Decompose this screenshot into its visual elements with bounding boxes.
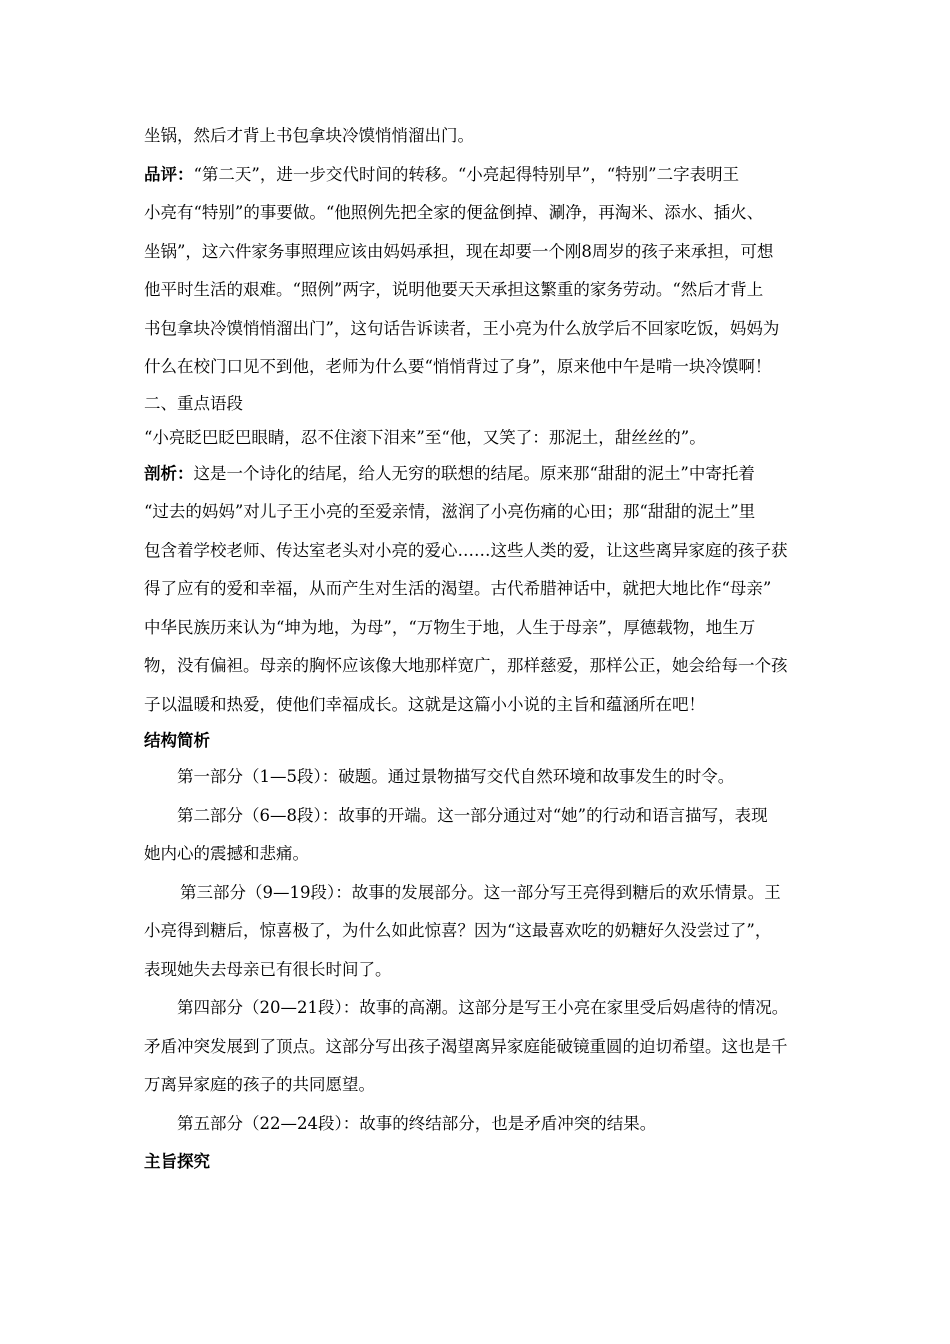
comment-line: 小亮有“特别”的事要做。“他照例先把全家的便盆倒掉、涮净，再淘米、添水、插火、 <box>144 203 764 222</box>
analysis-line: 剖析：这是一个诗化的结尾，给人无穷的联想的结尾。原来那“甜甜的泥土”中寄托着 <box>144 463 755 483</box>
section-title: 二、重点语段 <box>144 393 243 413</box>
comment-line: 品评：“第二天”，进一步交代时间的转移。“小亮起得特别早”，“特别”二字表明王 <box>144 164 740 184</box>
structure-part-3-cont: 小亮得到糖后，惊喜极了，为什么如此惊喜？因为“这最喜欢吃的奶糖好久没尝过了”， <box>144 921 772 940</box>
analysis-line: “过去的妈妈”对儿子王小亮的至爱亲情，滋润了小亮伤痛的心田；那“甜甜的泥土”里 <box>144 502 756 521</box>
analysis-line: 得了应有的爱和幸福，从而产生对生活的渴望。古代希腊神话中，就把大地比作“母亲” <box>144 579 772 598</box>
structure-part-3: 第三部分（9—19段）：故事的发展部分。这一部分写王亮得到糖后的欢乐情景。王 <box>180 882 781 902</box>
key-passage-quote: “小亮眨巴眨巴眼睛，忍不住滚下泪来”至“他，又笑了：那泥土，甜丝丝的”。 <box>144 427 706 447</box>
theme-heading: 主旨探究 <box>144 1152 210 1171</box>
analysis-line: 物，没有偏袒。母亲的胸怀应该像大地那样宽广，那样慈爱，那样公正，她会给每一个孩 <box>144 656 788 675</box>
comment-line: 什么在校门口见不到他，老师为什么要“悄悄背过了身”，原来他中午是啃一块冷馍啊！ <box>144 357 772 376</box>
structure-part-4: 第四部分（20—21段）：故事的高潮。这部分是写王小亮在家里受后妈虐待的情况。 <box>177 998 789 1017</box>
analysis-line: 中华民族历来认为“坤为地，为母”，“万物生于地，人生于母亲”，厚德载物，地生万 <box>144 617 756 637</box>
paragraph-line: 坐锅，然后才背上书包拿块冷馍悄悄溜出门。 <box>144 126 474 145</box>
comment-line: 坐锅”，这六件家务事照理应该由妈妈承担，现在却要一个刚8周岁的孩子来承担，可想 <box>144 241 774 261</box>
document-page <box>144 117 809 1182</box>
structure-part-3-cont: 表现她失去母亲已有很长时间了。 <box>144 959 392 979</box>
comment-line: 书包拿块冷馍悄悄溜出门”，这句话告诉读者，王小亮为什么放学后不回家吃饭，妈妈为 <box>144 318 780 338</box>
structure-part-4-cont: 矛盾冲突发展到了顶点。这部分写出孩子渴望离异家庭能破镜重圆的迫切希望。这也是千 <box>144 1036 788 1056</box>
structure-heading: 结构简析 <box>144 731 210 750</box>
structure-part-2-cont: 她内心的震撼和悲痛。 <box>144 844 309 863</box>
comment-line: 他平时生活的艰难。“照例”两字，说明他要天天承担这繁重的家务劳动。“然后才背上 <box>144 280 764 299</box>
analysis-line: 包含着学校老师、传达室老头对小亮的爱心……这些人类的爱，让这些离异家庭的孩子获 <box>144 540 788 560</box>
analysis-line: 子以温暖和热爱，使他们幸福成长。这就是这篇小小说的主旨和蕴涵所在吧！ <box>144 694 705 714</box>
structure-part-4-cont: 万离异家庭的孩子的共同愿望。 <box>144 1075 375 1094</box>
comment-label: 品评： <box>144 164 194 184</box>
structure-part-5: 第五部分（22—24段）：故事的终结部分，也是矛盾冲突的结果。 <box>177 1113 657 1133</box>
structure-part-1: 第一部分（1—5段）：破题。通过景物描写交代自然环境和故事发生的时令。 <box>177 767 735 786</box>
structure-part-2: 第二部分（6—8段）：故事的开端。这一部分通过对“她”的行动和语言描写，表现 <box>177 805 768 825</box>
analysis-label: 剖析： <box>144 463 194 483</box>
